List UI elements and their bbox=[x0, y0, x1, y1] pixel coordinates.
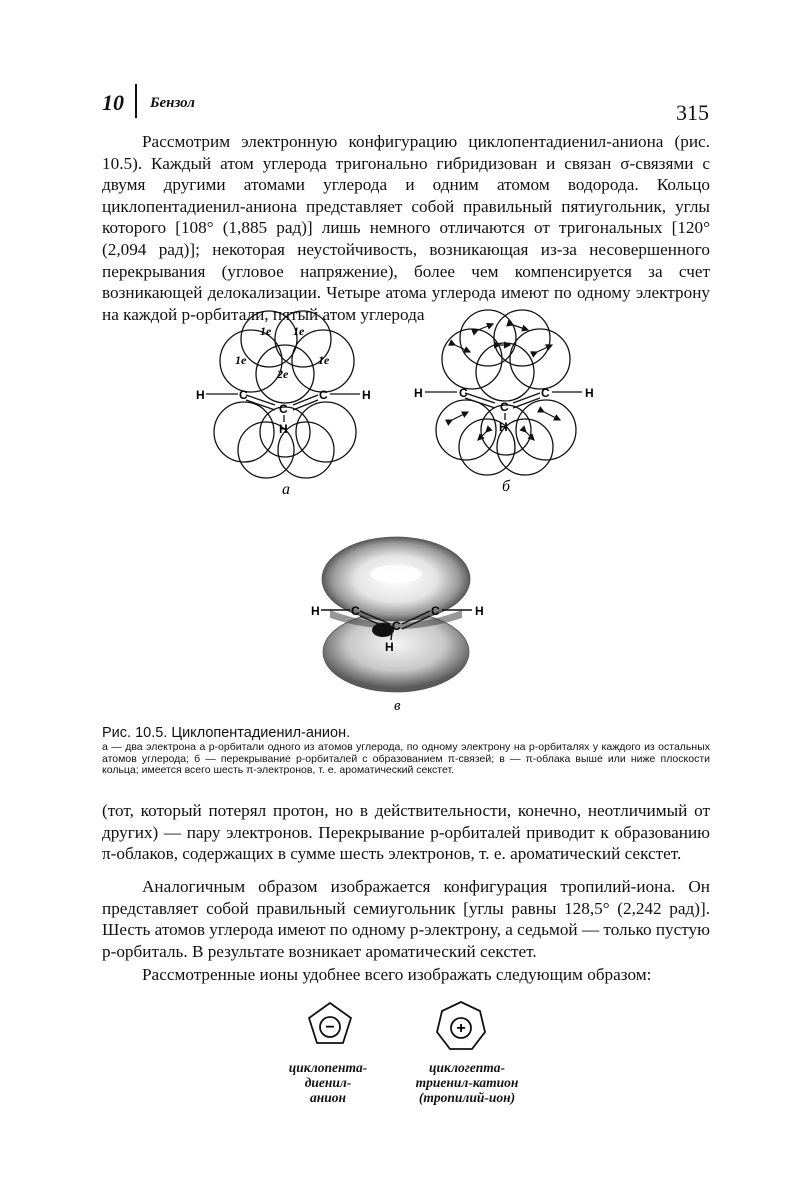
electron-label-1e: 1e bbox=[293, 324, 305, 338]
atom-carbon: C bbox=[319, 388, 328, 402]
anion-label-line: анион bbox=[310, 1090, 346, 1105]
figure-caption-title: Рис. 10.5. Циклопентадиенил-анион. bbox=[102, 725, 351, 741]
cation-label bbox=[402, 1060, 532, 1105]
atom-hydrogen: H bbox=[279, 422, 288, 436]
panel-a-label: а bbox=[282, 481, 290, 498]
atom-hydrogen: H bbox=[385, 640, 394, 654]
atom-hydrogen: H bbox=[585, 386, 594, 400]
chapter-number: 10 bbox=[102, 90, 124, 115]
panel-c-label: в bbox=[394, 698, 401, 714]
panel-b-label: б bbox=[502, 478, 511, 495]
panel-b bbox=[425, 310, 582, 475]
atom-carbon: C bbox=[431, 604, 440, 618]
figure-caption-body: а — два электрона а p-орбитали одного из атомов углерода, по одному электрону на p-орбиталях у каждого из остальных атомов углерода; б — перекрывание p-орбиталей с образованием π-связей; в — π-облака выше или ниже плоскости кольца; имеется всего шесть π-электронов, т. е. ароматический секстет. bbox=[102, 741, 710, 776]
electron-label-1e: 1e bbox=[260, 324, 272, 338]
cation-label-line: (тропилий-ион) bbox=[418, 1090, 516, 1105]
atom-hydrogen: H bbox=[311, 604, 320, 618]
atom-hydrogen: H bbox=[499, 420, 508, 434]
electron-label-2e: 2e bbox=[277, 367, 289, 381]
cation-charge: + bbox=[456, 1020, 466, 1037]
atom-carbon: C bbox=[239, 388, 248, 402]
cation-label-line: триенил-катион bbox=[415, 1075, 519, 1090]
atom-carbon: C bbox=[459, 386, 468, 400]
paragraph-2: (тот, который потерял протон, но в действительности, конечно, неотличимый от других) — пару электронов. Перекрывание p-орбиталей приводит к образованию π-облаков, содержащих в сумме шесть электронов, т. е. ароматический секстет. bbox=[102, 801, 710, 864]
panel-c bbox=[321, 537, 472, 692]
anion-label-line: циклопента- bbox=[288, 1060, 368, 1075]
atom-carbon: C bbox=[279, 402, 288, 416]
anion-label-line: диенил- bbox=[304, 1075, 352, 1090]
atom-carbon: C bbox=[392, 619, 401, 633]
panel-a bbox=[206, 311, 360, 478]
atom-hydrogen: H bbox=[362, 388, 371, 402]
paragraph-4: Рассмотренные ионы удобнее всего изображать следующим образом: bbox=[142, 965, 652, 984]
page-number: 315 bbox=[676, 100, 709, 125]
chapter-title: Бензол bbox=[150, 95, 195, 111]
atom-carbon: C bbox=[500, 400, 509, 414]
atom-hydrogen: H bbox=[414, 386, 423, 400]
electron-label-1e: 1e bbox=[318, 353, 330, 367]
atom-hydrogen: H bbox=[196, 388, 205, 402]
electron-label-1e: 1e bbox=[235, 353, 247, 367]
atom-carbon: C bbox=[351, 604, 360, 618]
atom-carbon: C bbox=[541, 386, 550, 400]
atom-hydrogen: H bbox=[475, 604, 484, 618]
paragraph-3: Аналогичным образом изображается конфигурация тропилий-иона. Он представляет собой правильный семиугольник [углы равны 128,5° (2,242 рад)]. Шесть атомов углерода имеют по одному p-электрону, а седьмой — только пустую p-орбиталь. В результате возникает ароматический секстет. bbox=[102, 877, 710, 961]
paragraph-1: Рассмотрим электронную конфигурацию циклопентадиенил-аниона (рис. 10.5). Каждый атом углерода тригонально гибридизован и связан σ-связями с двумя другими атомами углерода и одним атомом водорода. Кольцо циклопентадиенил-аниона представляет собой правильный пятиугольник, углы которого [108° (1,885 рад)] лишь немного отличаются от тригональных [120° (2,094 рад)]; некоторая неустойчивость, возникающая из-за несовершенного перекрывания (угловое напряжение), более чем компенсируется за счет возникающей делокализации. Четыре атома углерода имеют по одному электрону на каждой p-орбитали, пятый атом углерода bbox=[102, 132, 710, 324]
anion-charge: − bbox=[325, 1019, 335, 1036]
cation-label-line: циклогепта- bbox=[428, 1060, 506, 1075]
anion-label bbox=[268, 1060, 388, 1105]
